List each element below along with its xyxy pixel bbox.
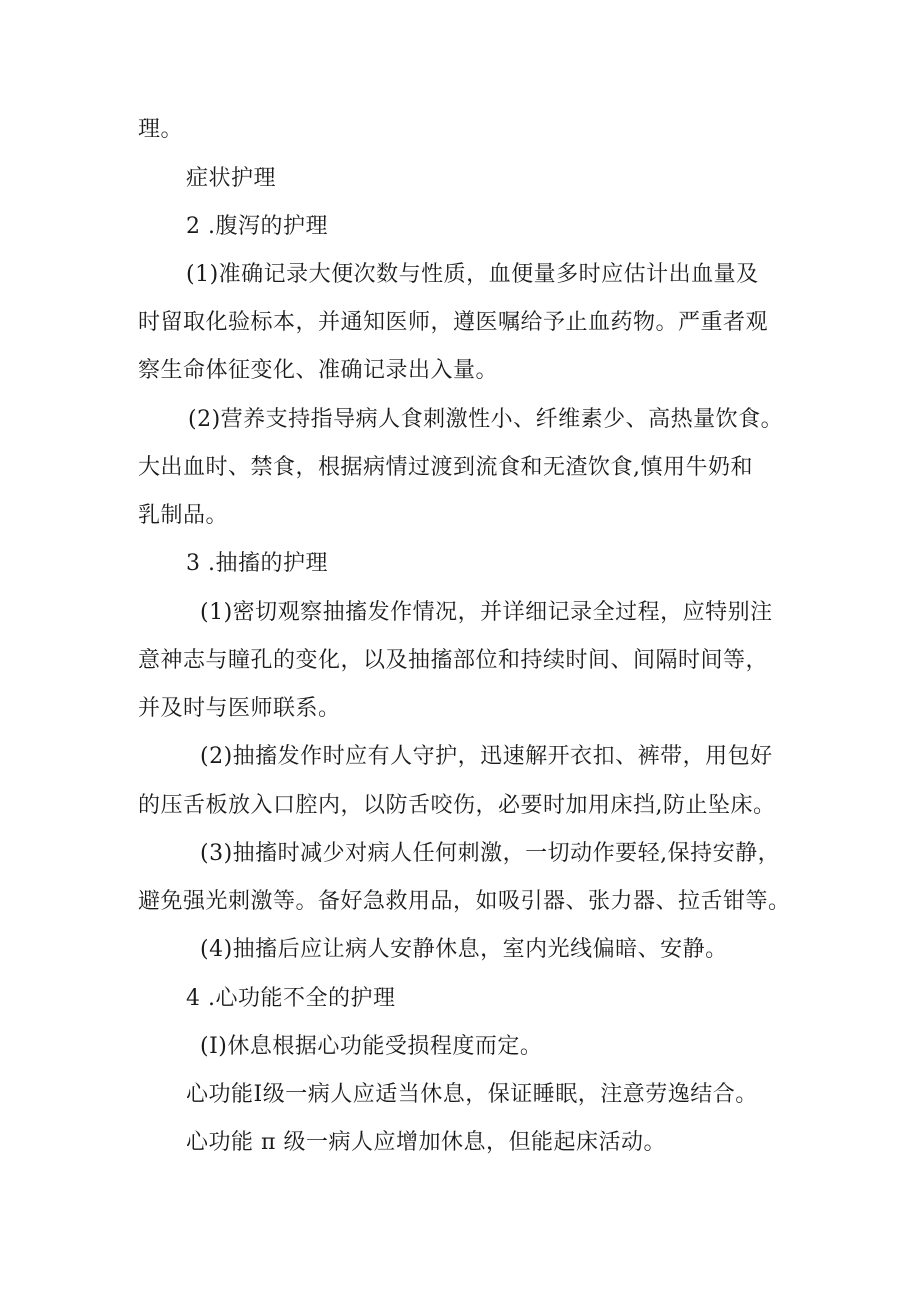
text-line-17: 避免强光刺激等。备好急救用品，如吸引器、张力器、拉舌钳等。 (138, 889, 791, 914)
text-line-8: 大出血时、禁食，根据病情过渡到流食和无渣饮食,慎用牛奶和 (138, 455, 753, 480)
text-line-21: 心功能Ⅰ级一病人应适当休息，保证睡眠，注意劳逸结合。 (186, 1082, 758, 1107)
text-line-22: 心功能 π 级一病人应增加休息，但能起床活动。 (186, 1130, 666, 1155)
text-line-11: (1)密切观察抽搐发作情况，并详细记录全过程，应特别注 (200, 600, 773, 625)
text-line-13: 并及时与医师联系。 (138, 696, 341, 721)
heading-diarrhea-care: 2 .腹泻的护理 (186, 214, 328, 239)
section-heading-symptom-care: 症状护理 (186, 166, 277, 191)
text-line-18: (4)抽搐后应让病人安静休息，室内光线偏暗、安静。 (200, 937, 728, 962)
text-line-16: (3)抽搐时减少对病人任何刺激，一切动作要轻,保持安静， (200, 841, 781, 866)
heading-heart-failure-care: 4 .心功能不全的护理 (186, 986, 396, 1011)
text-line-20: (I)休息根据心功能受损程度而定。 (200, 1034, 543, 1059)
text-line-9: 乳制品。 (138, 503, 229, 528)
text-line-4: (1)准确记录大便次数与性质，血便量多时应估计出血量及 (186, 262, 759, 287)
heading-convulsion-care: 3 .抽搐的护理 (186, 551, 328, 576)
text-line-5: 时留取化验标本，并通知医师，遵医嘱给予止血药物。严重者观 (138, 310, 769, 335)
text-line-15: 的压舌板放入口腔内，以防舌咬伤，必要时加用床挡,防止坠床。 (138, 793, 776, 818)
text-line-6: 察生命体征变化、准确记录出入量。 (138, 358, 499, 383)
text-line-14: (2)抽搐发作时应有人守护，迅速解开衣扣、裤带，用包好 (200, 744, 773, 769)
text-line-12: 意神志与瞳孔的变化，以及抽搐部位和持续时间、间隔时间等， (138, 648, 769, 673)
text-line-7: (2)营养支持指导病人食刺激性小、纤维素少、高热量饮食。 (188, 407, 784, 432)
text-line-1: 理。 (138, 117, 184, 142)
